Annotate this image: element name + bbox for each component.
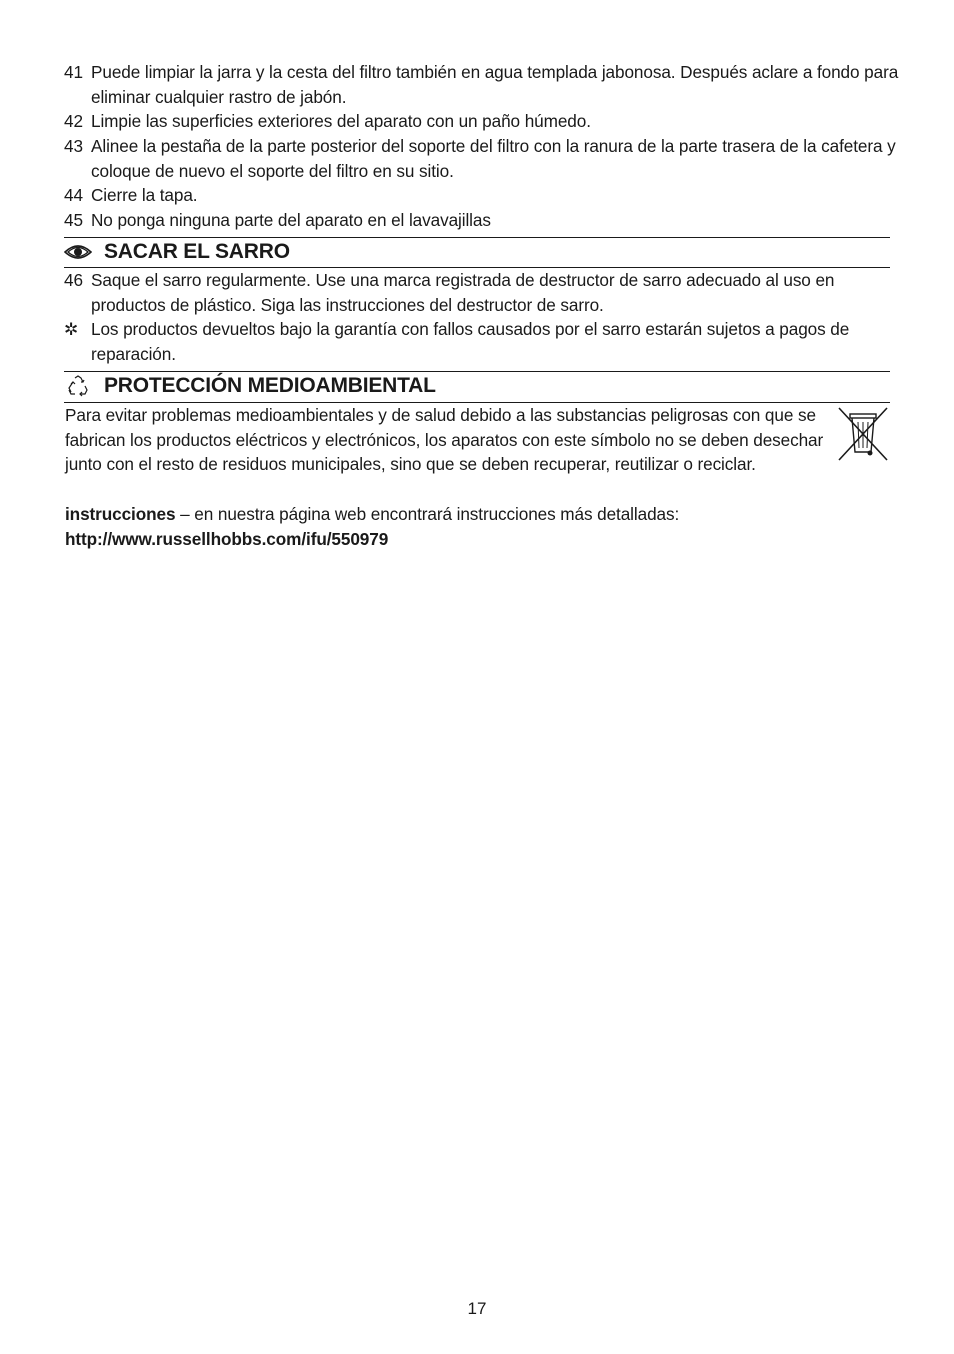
environment-paragraph: Para evitar problemas medioambientales y de salud debido a las substancias peligrosas con que se fabrican los productos eléctricos y electrónicos, los aparatos con este símbolo no se deben desechar junto con el resto de residuos municipales, sino que se deben recuperar, reutilizar o reciclar. bbox=[65, 405, 824, 475]
item-number: 41 bbox=[64, 62, 83, 82]
item-text: Cierre la tapa. bbox=[91, 185, 198, 205]
item-number: 42 bbox=[64, 111, 83, 131]
item-number: 44 bbox=[64, 185, 83, 205]
item-number: 45 bbox=[64, 210, 83, 230]
item-text: Alinee la pestaña de la parte posterior del soporte del filtro con la ranura de la parte trasera de la cafetera y coloque de nuevo el soporte del filtro en su sitio. bbox=[91, 136, 896, 181]
instructions-label: instrucciones bbox=[65, 504, 176, 524]
list-item-warranty-note bbox=[64, 317, 911, 366]
recycle-icon bbox=[64, 375, 92, 397]
item-text: Limpie las superficies exteriores del aparato con un paño húmedo. bbox=[91, 111, 591, 131]
section-heading-environment bbox=[64, 371, 890, 401]
star-bullet-icon: ✲ bbox=[64, 319, 79, 339]
instructions-url-link[interactable]: http://www.russellhobbs.com/ifu/550979 bbox=[65, 529, 389, 549]
list-item-46 bbox=[64, 268, 911, 317]
item-number: 46 bbox=[64, 270, 83, 290]
item-text: Puede limpiar la jarra y la cesta del filtro también en agua templada jabonosa. Después aclare a fondo para eliminar cualquier rastro de jabón. bbox=[91, 62, 899, 107]
list-item-41 bbox=[64, 60, 911, 109]
instructions-line bbox=[65, 502, 895, 527]
list-item-44 bbox=[64, 183, 911, 208]
list-item-45 bbox=[64, 208, 911, 233]
item-text: Saque el sarro regularmente. Use una marca registrada de destructor de sarro adecuado al uso en productos de plástico. Siga las instrucciones del destructor de sarro. bbox=[91, 270, 835, 315]
list-item-43 bbox=[64, 134, 911, 183]
item-text: No ponga ninguna parte del aparato en el lavavajillas bbox=[91, 210, 491, 230]
crossed-bin-icon bbox=[836, 406, 890, 462]
section-title: SACAR EL SARRO bbox=[104, 240, 290, 263]
section-heading-descale bbox=[64, 237, 890, 267]
item-text: Los productos devueltos bajo la garantía con fallos causados por el sarro estarán sujetos a pagos de reparación. bbox=[91, 319, 850, 364]
list-item-42 bbox=[64, 109, 911, 134]
eye-icon bbox=[64, 241, 92, 263]
instructions-text: – en nuestra página web encontrará instrucciones más detalladas: bbox=[175, 504, 680, 524]
page-number: 17 bbox=[467, 1299, 487, 1318]
item-number: 43 bbox=[64, 136, 83, 156]
section-title: PROTECCIÓN MEDIOAMBIENTAL bbox=[104, 374, 436, 397]
